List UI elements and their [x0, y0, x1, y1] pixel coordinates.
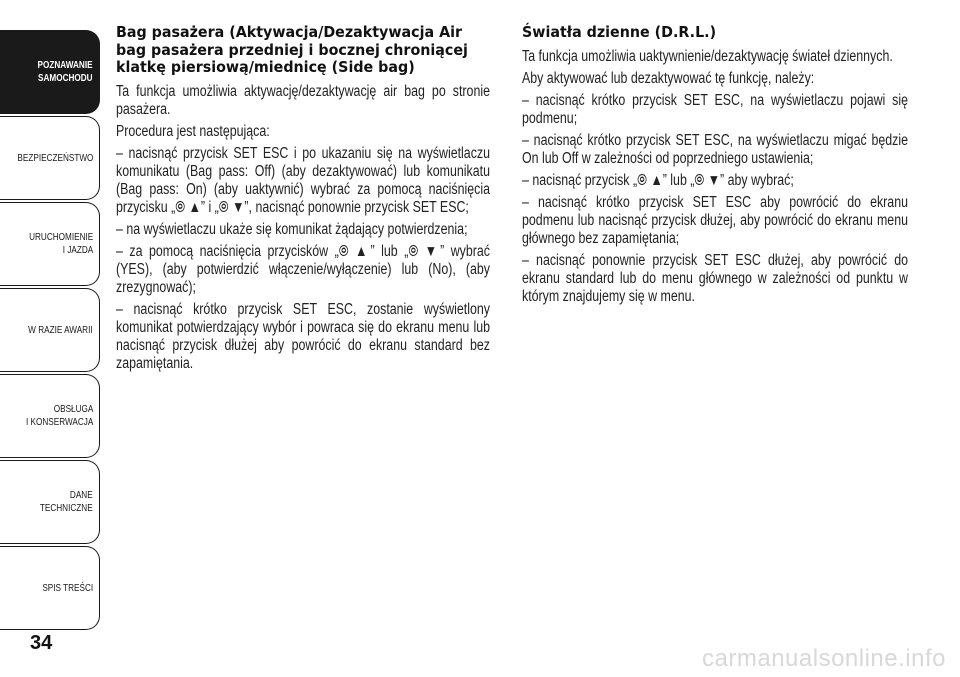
watermark: carmanualsonline.info: [702, 645, 946, 672]
tab-w-razie-awarii[interactable]: [0, 288, 100, 372]
paragraph: Ta funkcja umożliwia uaktywnienie/dezaktywację świateł dziennych.: [522, 47, 893, 65]
tab-label: POZNAWANIE SAMOCHODU: [37, 59, 93, 84]
section-heading: Bag pasażera (Aktywacja/Dezaktywacja Air bag pasażera przedniej i bocznej chroniącej klatkę piersiową/miednicę (Side bag): [116, 23, 468, 76]
tab-label: URUCHOMIENIE I JAZDA: [28, 231, 93, 256]
tab-label: OBSŁUGA I KONSERWACJA: [25, 403, 93, 428]
tab-spis-tresci[interactable]: [0, 546, 100, 630]
paragraph: – nacisnąć krótko przycisk SET ESC, na wyświetlaczu pojawi się podmenu;: [522, 91, 908, 127]
paragraph: – na wyświetlaczu ukaże się komunikat żądający potwierdzenia;: [116, 220, 468, 238]
chapter-tabs: [0, 0, 100, 640]
tab-label: BEZPIECZEŃSTWO: [16, 151, 93, 164]
tab-dane-techniczne[interactable]: [0, 460, 100, 544]
section-passenger-bag: [116, 24, 490, 377]
paragraph: – za pomocą naciśnięcia przycisków „⦾ ▲” lub „⦾ ▼” wybrać (YES), (aby potwierdzić włączenie/wyłączenie) lub (No), (aby zrezygnować);: [116, 242, 490, 296]
tab-obsluga-i-konserwacja[interactable]: [0, 374, 100, 458]
section-daytime-lights: [522, 24, 908, 310]
paragraph: – nacisnąć krótko przycisk SET ESC, na wyświetlaczu migać będzie On lub Off w zależności od poprzedniego ustawienia;: [522, 131, 908, 167]
paragraph: – nacisnąć przycisk SET ESC i po ukazaniu się na wyświetlaczu komunikatu (Bag pass: Off) (aby dezaktywować) lub komunikatu (Bag pass: On) (aby uaktywnić) wybrać za pomocą naciśnięcia przycisku „⦾ ▲” i „⦾ ▼”, nacisnąć ponownie przycisk SET ESC;: [116, 144, 490, 216]
tab-label: W RAZIE AWARII: [28, 323, 93, 336]
paragraph: – nacisnąć krótko przycisk SET ESC aby powrócić do ekranu podmenu lub nacisnąć przycisk dłużej, aby powrócić do ekranu menu głównego bez zapamiętania;: [522, 193, 908, 247]
paragraph: – nacisnąć krótko przycisk SET ESC, zostanie wyświetlony komunikat potwierdzający wybór i powraca się do ekranu menu lub nacisnąć przycisk dłużej aby powrócić do ekranu standard bez zapamiętania.: [116, 300, 490, 372]
paragraph: – nacisnąć przycisk „⦾ ▲” lub „⦾ ▼” aby wybrać;: [522, 171, 794, 189]
tab-bezpieczenstwo[interactable]: [0, 116, 100, 200]
tab-label: DANE TECHNICZNE: [40, 489, 93, 514]
paragraph: Aby aktywować lub dezaktywować tę funkcję, należy:: [522, 69, 815, 87]
page-number: 34: [30, 632, 53, 654]
paragraph: Ta funkcja umożliwia aktywację/dezaktywację air bag po stronie pasażera.: [116, 82, 490, 118]
paragraph: Procedura jest następująca:: [116, 122, 270, 140]
tab-uruchomienie-i-jazda[interactable]: [0, 202, 100, 286]
tab-poznawanie-samochodu[interactable]: [0, 30, 100, 114]
paragraph: – nacisnąć ponownie przycisk SET ESC dłużej, aby powrócić do ekranu standard lub do menu głównego w zależności od punktu w którym znajdujemy się w menu.: [522, 251, 908, 305]
tab-label: SPIS TREŚCI: [42, 581, 93, 594]
section-heading: Światła dzienne (D.R.L.): [522, 23, 717, 41]
